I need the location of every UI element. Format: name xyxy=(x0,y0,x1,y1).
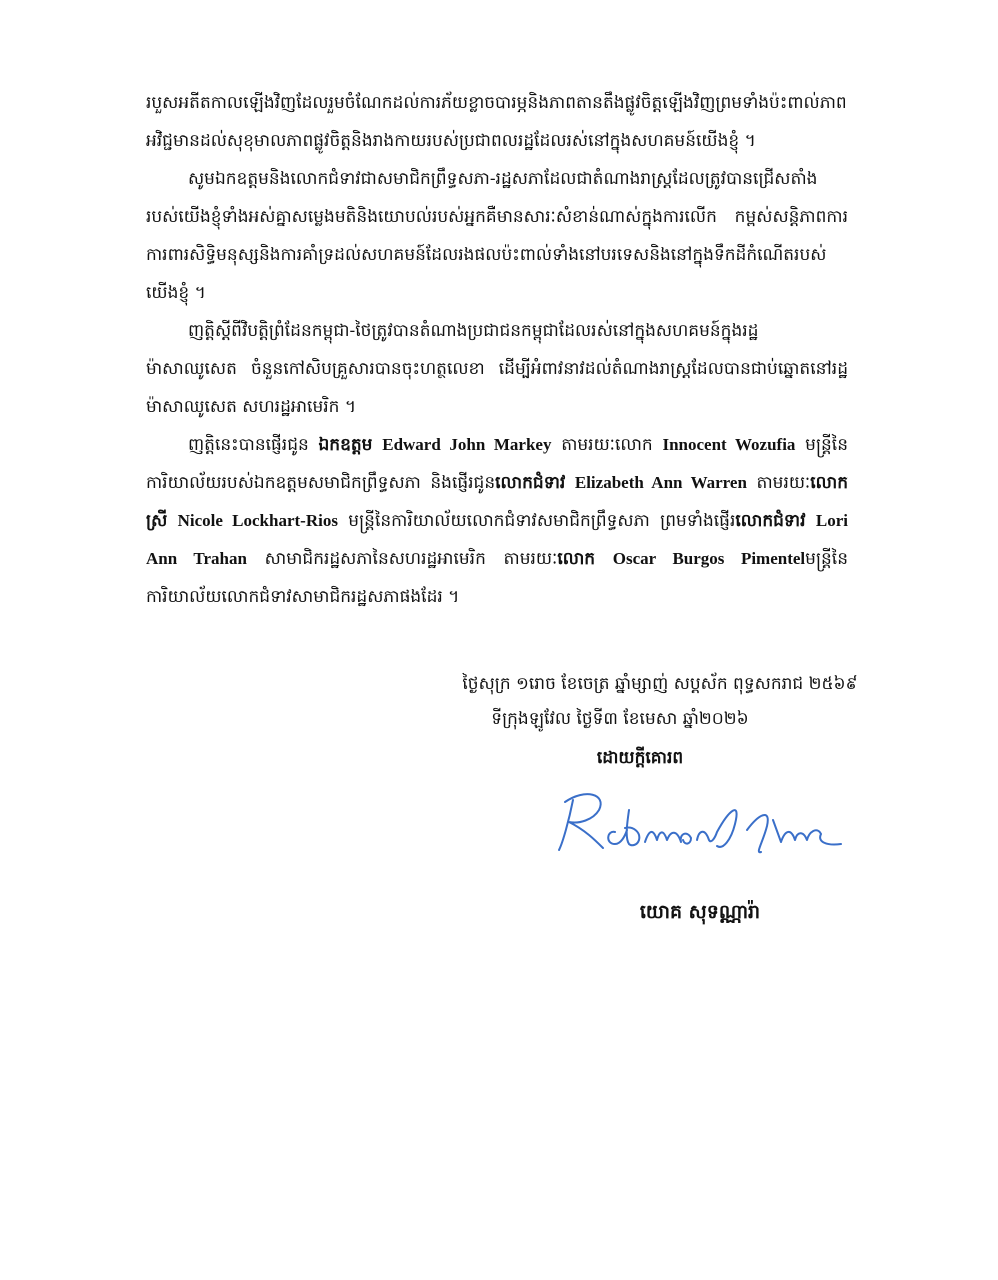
p4-title-4: លោកជំទាវ xyxy=(735,511,806,531)
p4-text-4: តាមរយៈ xyxy=(746,473,811,493)
p4-title-3: លោកស្រី xyxy=(146,473,849,531)
paragraph-1: របួសអតីតកាលឡើងវិញដែលរួមចំណែកដល់ការភ័យខ្លាចបារម្ភនិងភាពតានតឹងផ្លូវចិត្តឡើងវិញព្រមទាំងប៉ះពាល់ភាពអវិជ្ជមានដល់សុខុមាលភាពផ្លូវចិត្តនិងរាងកាយរបស់ប្រជាពលរដ្ឋដែលរស់នៅក្នុងសហគមន៍យើងខ្ញុំ ។ xyxy=(146,93,847,151)
p4-text-1: ញត្តិនេះបានផ្ញើរជូន xyxy=(188,435,319,455)
place-date: ទីក្រុងឡូវែល ថ្ងៃទី៣ ខែមេសា ឆ្នាំ២០២៦ xyxy=(491,709,749,729)
p4-name-5: Lori Ann Trahan xyxy=(146,511,849,568)
p4-text-3: មន្ត្រីនៃការិយាល័យរបស់ឯកឧត្តមសមាជិកព្រឹទ្ធសភា និងផ្ញើរជូន xyxy=(146,435,848,493)
handwritten-signature xyxy=(545,780,855,880)
p4-name-3: Elizabeth Ann Warren xyxy=(574,473,747,492)
p4-text-5: មន្ត្រីនៃការិយាល័យលោកជំទាវសមាជិកព្រឹទ្ធសភា ព្រមទាំងផ្ញើរ xyxy=(337,511,736,531)
p4-name-2: Innocent Wozufia xyxy=(662,435,796,454)
p4-text-7: មន្ត្រីនៃការិយាល័យលោកជំទាវសាមាជិករដ្ឋសភាផងដែរ ។ xyxy=(146,549,848,607)
letter-body xyxy=(146,84,848,616)
p4-text-2: តាមរយៈលោក xyxy=(551,435,663,455)
p4-title-5: លោក xyxy=(557,549,596,569)
p4-name-6: Oscar Burgos Pimentel xyxy=(612,549,806,568)
respect-closing: ដោយក្តីគោរព xyxy=(596,748,684,768)
paragraph-3: ញត្តិស្តីពីវិបត្តិព្រំដែនកម្ពុជា-ថៃត្រូវបានតំណាងប្រជាជនកម្ពុជាដែលរស់នៅក្នុងសហគមន៍ក្នុងរដ្ឋម៉ាសាឈូសេត ចំនួនកៅសិបគ្រួសារបានចុះហត្ថលេខា ដើម្បីអំពាវនាវដល់តំណាងរាស្ត្រដែលបានជាប់ឆ្នោតនៅរដ្ឋម៉ាសាឈូសេត សហរដ្ឋអាមេរិក ។ xyxy=(146,321,848,417)
p4-title-1: ឯកឧត្តម xyxy=(318,435,373,455)
lunar-date: ថ្ងៃសុក្រ ១រោច ខែចេត្រ ឆ្នាំម្សាញ់ សប្តស័ក ពុទ្ធសករាជ ២៥៦៩ xyxy=(462,674,858,694)
paragraph-4 xyxy=(146,426,848,616)
signature-graphic xyxy=(545,780,855,880)
p4-name-1: Edward John Markey xyxy=(382,435,552,454)
signer-name: យោគ សុទណ្ណារ៉ា xyxy=(639,901,761,923)
p4-text-6: សាមាជិករដ្ឋសភានៃសហរដ្ឋអាមេរិក តាមរយៈ xyxy=(246,549,558,569)
p4-name-4: Nicole Lockhart-Rios xyxy=(177,511,338,530)
paragraph-2: សូមឯកឧត្តមនិងលោកជំទាវជាសមាជិកព្រឹទ្ធសភា-រដ្ឋសភាដែលជាតំណាងរាស្ត្រដែលត្រូវបានជ្រើសតាំងរបស់យើងខ្ញុំទាំងអស់គ្នាសម្លេងមតិនិងយោបល់របស់អ្នកគឺមានសារៈសំខាន់ណាស់ក្នុងការលើក កម្ពស់សន្តិភាពការការពារសិទ្ធិមនុស្សនិងការគាំទ្រដល់សហគមន៍ដែលរងផលប៉ះពាល់ទាំងនៅបរទេសនិងនៅក្នុងទឹកដីកំណើតរបស់យើងខ្ញុំ ។ xyxy=(146,169,848,303)
p4-title-2: លោកជំទាវ xyxy=(495,473,566,493)
